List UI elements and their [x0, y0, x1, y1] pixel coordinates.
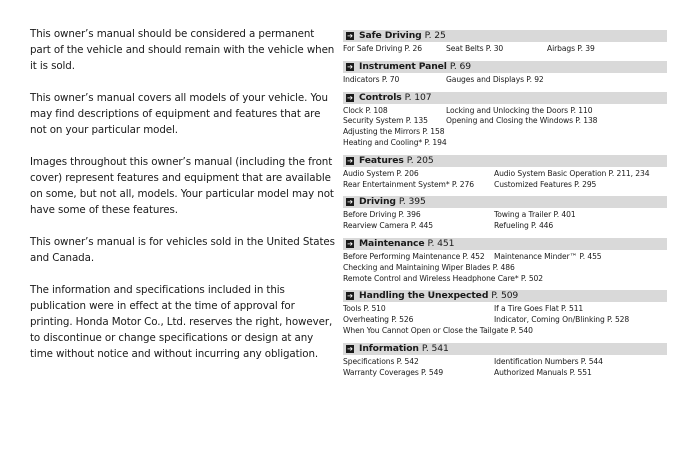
toc-link[interactable]: Maintenance Minder™ P. 455	[494, 251, 602, 261]
section-header[interactable]	[343, 196, 667, 208]
toc-link[interactable]: Checking and Maintaining Wiper Blades P. 486	[343, 262, 515, 272]
toc-link[interactable]: Before Driving P. 396	[343, 210, 421, 220]
section-title: Driving	[359, 196, 396, 208]
section-header[interactable]	[343, 30, 667, 42]
toc-link[interactable]: Security System P. 135	[343, 116, 428, 126]
toc-link[interactable]: Remote Control and Wireless Headphone Care* P. 502	[343, 273, 544, 283]
toc-link[interactable]: Rearview Camera P. 445	[343, 221, 434, 231]
toc-link[interactable]: Identification Numbers P. 544	[494, 356, 603, 366]
section-page: P. 541	[421, 342, 449, 354]
right-arrow-icon: ➔	[347, 156, 353, 165]
toc-link[interactable]: For Safe Driving P. 26	[343, 44, 422, 53]
toc-link[interactable]: Overheating P. 526	[343, 315, 414, 325]
section-header[interactable]	[343, 238, 667, 250]
toc-link[interactable]: If a Tire Goes Flat P. 511	[494, 304, 584, 314]
right-arrow-icon: ➔	[347, 239, 353, 248]
right-arrow-icon: ➔	[347, 62, 353, 71]
toc-link[interactable]: Airbags P. 39	[547, 44, 595, 53]
toc-link[interactable]: Indicators P. 70	[343, 74, 400, 84]
right-arrow-icon: ➔	[347, 32, 353, 40]
section-title: Information	[359, 342, 419, 354]
section-header[interactable]	[343, 290, 667, 302]
section-title: Maintenance	[359, 237, 425, 249]
toc-link[interactable]: Clock P. 108	[343, 105, 388, 115]
section-header[interactable]	[343, 343, 667, 355]
section-header[interactable]	[343, 61, 667, 73]
toc-link[interactable]: Locking and Unlocking the Doors P. 110	[446, 105, 593, 115]
toc-link[interactable]: Audio System Basic Operation P. 211, 234	[494, 168, 650, 178]
intro-text	[30, 26, 338, 378]
section-page: P. 205	[406, 154, 434, 166]
toc-section-handling-the-unexpected	[343, 290, 667, 336]
intro-paragraph: This owner’s manual covers all models of your vehicle. You may find descriptions of equipment and features that are not on your particular model.	[30, 92, 328, 136]
section-header[interactable]	[343, 155, 667, 167]
toc-link[interactable]: Refueling P. 446	[494, 221, 554, 231]
table-of-contents	[343, 30, 667, 384]
toc-section-information	[343, 343, 667, 379]
toc-link[interactable]: Specifications P. 542	[343, 356, 419, 366]
intro-paragraph: Images throughout this owner’s manual (including the front cover) represent features and equipment that are available on some, but not all, models. Your particular model may not have some of these features.	[30, 156, 334, 216]
toc-link[interactable]: Audio System P. 206	[343, 168, 419, 178]
section-header[interactable]	[343, 92, 667, 104]
toc-section-instrument-panel	[343, 61, 667, 86]
right-arrow-icon: ➔	[347, 344, 353, 353]
section-page: P. 25	[424, 30, 446, 41]
toc-link[interactable]: Opening and Closing the Windows P. 138	[446, 116, 598, 126]
toc-link[interactable]: Indicator, Coming On/Blinking P. 528	[494, 315, 630, 325]
toc-section-maintenance	[343, 238, 667, 284]
toc-section-controls	[343, 92, 667, 149]
right-arrow-icon: ➔	[347, 292, 353, 301]
toc-section-driving	[343, 196, 667, 232]
intro-paragraph: This owner’s manual is for vehicles sold in the United States and Canada.	[30, 236, 335, 264]
section-title: Features	[359, 154, 404, 166]
section-page: P. 509	[491, 290, 519, 302]
section-title: Handling the Unexpected	[359, 290, 489, 302]
section-page: P. 107	[404, 91, 432, 103]
toc-link[interactable]: Authorized Manuals P. 551	[494, 367, 592, 377]
toc-section-features	[343, 155, 667, 191]
right-arrow-icon: ➔	[347, 93, 353, 102]
section-title: Instrument Panel	[359, 60, 447, 72]
toc-link[interactable]: Warranty Coverages P. 549	[343, 367, 444, 377]
toc-section-safe-driving	[343, 30, 667, 55]
toc-link[interactable]: Before Performing Maintenance P. 452	[343, 251, 485, 261]
right-arrow-icon: ➔	[347, 198, 353, 207]
toc-link[interactable]: Gauges and Displays P. 92	[446, 74, 544, 84]
toc-link[interactable]: Tools P. 510	[343, 304, 386, 314]
section-title: Safe Driving	[359, 30, 422, 41]
toc-link[interactable]: Heating and Cooling* P. 194	[343, 137, 447, 147]
toc-link[interactable]: Seat Belts P. 30	[446, 44, 504, 53]
toc-link[interactable]: Customized Features P. 295	[494, 179, 597, 189]
toc-link[interactable]: When You Cannot Open or Close the Tailgate P. 540	[343, 325, 533, 335]
section-page: P. 395	[398, 196, 426, 208]
section-page: P. 451	[427, 237, 455, 249]
toc-link[interactable]: Towing a Trailer P. 401	[494, 210, 576, 220]
section-page: P. 69	[449, 60, 471, 72]
toc-link[interactable]: Adjusting the Mirrors P. 158	[343, 127, 445, 137]
intro-paragraph: The information and specifications included in this publication were in effect at the time of approval for printing. Honda Motor Co., Ltd. reserves the right, however, to discontinue or change specifications or design at any time without notice and without incurring any obligation.	[30, 284, 333, 360]
toc-link[interactable]: Rear Entertainment System* P. 276	[343, 179, 474, 189]
section-title: Controls	[359, 91, 402, 103]
intro-paragraph: This owner’s manual should be considered a permanent part of the vehicle and should remain with the vehicle when it is sold.	[30, 28, 335, 72]
